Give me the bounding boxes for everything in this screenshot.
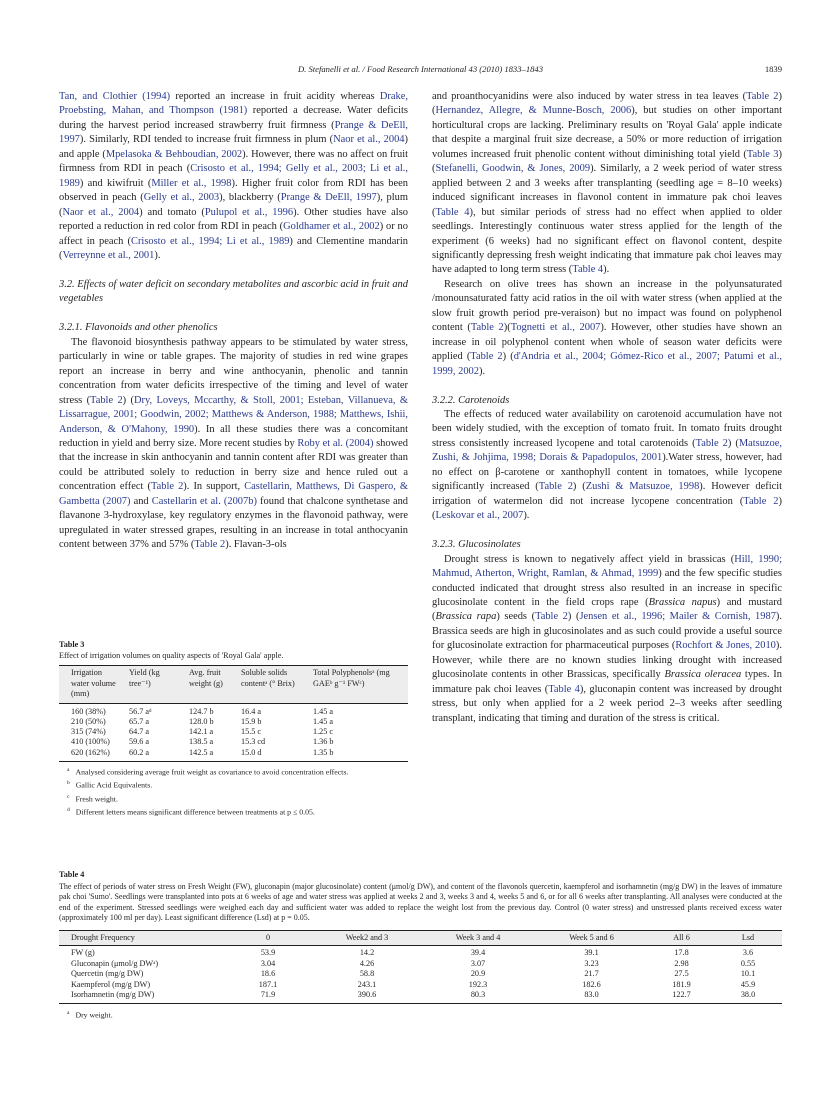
right-column <box>432 90 782 726</box>
citation-link[interactable]: Naor et al., 2004 <box>62 206 140 218</box>
table-cell: 390.6 <box>357 989 377 999</box>
table-cell: 138.5 a <box>189 737 214 747</box>
body-text: ). However, while there are no known studies linking drought with increased glucosinolate contents in other Brassicas, specifically <box>432 640 782 681</box>
body-text: ) and the few specific studies conducted indicated that drought stress also resulted in an increase in specific glucosinolate content in the field crops rape ( <box>432 568 782 608</box>
table-4-header-week5-6: Week 5 and 6 <box>569 932 614 942</box>
citation-link[interactable]: Verreynne et al., 2001 <box>62 249 155 261</box>
table-cell: 18.6 <box>260 969 276 979</box>
citation-link[interactable]: Prange & DeEll, 1997 <box>280 192 377 204</box>
citation-link[interactable]: Table 2 <box>746 91 779 102</box>
table-4-footnote-a: $^a$ Dry weight. <box>67 1010 113 1020</box>
table-cell: FW (g) <box>71 948 95 958</box>
table-cell: 56.7 aᵈ <box>129 706 152 716</box>
table-cell: 15.0 d <box>241 747 262 757</box>
table-cell: 58.8 <box>359 969 375 979</box>
body-text: ). <box>478 365 486 377</box>
table-cell: 142.1 a <box>189 727 214 737</box>
body-text: ) ( <box>727 437 739 449</box>
body-text: Brassica oleracea <box>664 669 742 681</box>
citation-link[interactable]: Castellarin, Matthews, Di Gaspero, & Gambetta (2007) <box>59 481 409 507</box>
table-row <box>59 969 782 979</box>
paragraph-flavonoids <box>59 336 408 553</box>
body-text: reported a decrease. Water deficits during the harvest period increased strawberry fruit firmness ( <box>59 105 408 131</box>
citation-link[interactable]: Crisosto et al., 1994; Gelly et al., 2003; Li et al., 1989 <box>59 163 408 189</box>
table-cell: 20.9 <box>470 969 486 979</box>
body-text: )( <box>503 322 511 334</box>
section-heading-3-2-1: 3.2.1. Flavonoids and other phenolics <box>59 322 218 334</box>
table-3-header-soluble-solids: Soluble solids contentᵃ (° Brix) <box>241 668 295 688</box>
citation-link[interactable]: Pulupol et al., 1996 <box>204 206 294 218</box>
citation-link[interactable]: Table 4 <box>435 206 470 218</box>
table-cell: 15.9 b <box>241 716 262 726</box>
table-cell: 65.7 a <box>129 716 150 726</box>
table-cell: 27.5 <box>674 969 689 979</box>
table-cell: Kaempferol (mg/g DW) <box>71 979 151 989</box>
table-row <box>59 717 408 727</box>
body-text: ) ( <box>122 394 134 406</box>
table-3-header-fruit-weight: Avg. fruit weight (g) <box>189 668 223 688</box>
citation-link[interactable]: Gelly et al., 2003 <box>143 192 220 204</box>
table-3-footnote-a: $^a$ Analysed considering average fruit weight as covariance to avoid concentration effects. <box>67 766 349 777</box>
table-cell: 39.4 <box>470 948 486 958</box>
table-cell: Quercetin (mg/g DW) <box>71 969 144 979</box>
table-4-caption: The effect of periods of water stress on Fresh Weight (FW), gluconapin (major glucosinolate) content (μmol/g DW), and content of the flavonols quercetin, kaempferol and isorhamnetin (mg/g DW) in the leaves of immature pak choi 'Sumo'. Seedlings were transplanted into pots at 6 weeks of age and water stress was applied at weeks 2 and 3, weeks 3 and 4, weeks 5 and 6, or for all 6 weeks after transplanting. All analyses were conducted at the end of the experiment. Stressed seedlings were weighed each day and sufficient water was added to replace the weight lost from the previous day. Control (0 water stress) and unstressed plants received excess water (approximately 100 ml per day). Least significant difference (Lsd) at p = 0.05. <box>59 881 782 923</box>
table-cell: 60.2 a <box>129 747 150 757</box>
citation-link[interactable]: Jensen et al., 1996; Mailer & Cornish, 1987 <box>579 611 776 623</box>
body-text: ) and kiwifruit ( <box>79 177 152 189</box>
table-cell: 2.98 <box>674 958 689 968</box>
body-text: Brassica napus <box>648 596 717 608</box>
table-4-header-drought: Drought Frequency <box>71 932 135 942</box>
table-cell: 1.25 c <box>313 727 334 737</box>
table-cell: 15.3 cd <box>241 737 266 747</box>
body-text: The effects of reduced water availability on carotenoid accumulation have not been widely studied, with the exception of tomato fruit. In tomato fruits drought stress consistently increased lycopene and total carotenoids ( <box>432 409 782 449</box>
table-cell: 3.6 <box>742 948 754 958</box>
table-cell: 187.1 <box>258 979 278 989</box>
table-cell: 192.3 <box>468 979 488 989</box>
table-cell: 38.0 <box>740 989 756 999</box>
table-4-header-all6: All 6 <box>673 932 690 942</box>
table-cell: 1.35 b <box>313 747 334 757</box>
citation-link[interactable]: Castellarin et al. (2007b) <box>151 495 257 507</box>
body-text: ). Other studies have also reported a reduction in red color from RDI in peach ( <box>59 206 408 233</box>
body-text: ), gluconapin content was increased by drought stress, but only when applied for a 2 week period 2–3 weeks after seedling transplant, indicating that timing and duration of the stress is critical. <box>432 683 783 724</box>
table-row <box>59 707 408 717</box>
table-3-header-irrigation: Irrigation water volume (mm) <box>71 668 116 698</box>
table-cell: 14.2 <box>359 948 375 958</box>
body-text: ). In all these studies there was a concomitant reduction in yield and berry size. More recent studies by <box>59 423 408 449</box>
citation-link[interactable]: Naor et al., 2004 <box>333 134 405 146</box>
table-4-header-week2-3: Week2 and 3 <box>345 932 389 942</box>
citation-link[interactable]: Mpelasoka & Behboudian, 2002 <box>105 148 243 160</box>
citation-link[interactable]: Zushi & Matsuzoe, 1998 <box>585 481 700 493</box>
body-text: ). Flavan-3-ols <box>225 539 287 551</box>
table-cell: 3.07 <box>470 958 486 968</box>
body-text: ). However, other studies have shown an increase in oil polyphenol content when whole of season water deficits were applied ( <box>432 322 783 363</box>
table-cell: 181.9 <box>672 979 691 989</box>
table-3-header-yield: Yield (kg tree⁻¹) <box>129 668 160 688</box>
table-cell: Isorhamnetin (mg/g DW) <box>71 989 155 999</box>
table-cell: 142.5 a <box>189 747 214 757</box>
citation-link[interactable]: Dry, Loveys, Mccarthy, & Stoll, 2001; Esteban, Villanueva, & Lissarrague, 2001; Goodwin, 2002; Matthews & Anderson, 1988; Matthews, Ishii, Anderson, & O'Mahony, 1990 <box>59 394 408 435</box>
table-cell: 315 (74%) <box>71 727 106 737</box>
table-3-header-polyphenols: Total Polyphenolsᵃ (mg GAEᵇ g⁻¹ FWᶜ) <box>313 668 390 688</box>
paragraph-acidity <box>59 90 408 263</box>
citation-link[interactable]: Table 4 <box>548 683 580 695</box>
body-text: ).Water stress, however, had no effect on β-carotene or xanthophyll content in tomatoes, while lycopene significantly increased ( <box>432 452 782 493</box>
citation-link[interactable]: Goldhamer et al., 2002 <box>283 221 380 233</box>
citation-link[interactable]: Prange & DeEll, 1997 <box>59 119 409 146</box>
body-text: ). <box>523 510 530 522</box>
body-text: ). <box>603 264 610 276</box>
citation-link[interactable]: Crisosto et al., 1994; Li et al., 1989 <box>130 235 290 247</box>
table-cell: 10.1 <box>740 969 756 979</box>
body-text: ). Similarly, RDI tended to increase fruit firmness in plum ( <box>79 134 334 146</box>
running-header <box>59 64 782 78</box>
body-text: ) and apple ( <box>59 134 409 160</box>
citation-link[interactable]: Table 3 <box>746 148 779 160</box>
page-number: 1839 <box>764 64 782 74</box>
table-4-header-lsd: Lsd <box>741 932 755 942</box>
citation-link[interactable]: Hill, 1990; Mahmud, Atherton, Wright, Ramlan, & Ahmad, 1999 <box>432 553 782 580</box>
body-text: ) ( <box>572 481 586 493</box>
table-cell: 124.7 b <box>189 706 214 716</box>
table-3 <box>59 640 408 819</box>
body-text: ). However deficit irrigation of watermelon did not increase lycopene concentration ( <box>432 481 783 507</box>
table-cell: 83.0 <box>584 989 599 999</box>
body-text: ), plum ( <box>59 192 409 218</box>
body-text: ) or no affect in peach ( <box>59 221 408 247</box>
paragraph-proanthocyanidins <box>432 90 782 278</box>
body-text: ). In support, <box>183 481 245 493</box>
table-3-header-row <box>59 665 408 704</box>
citation-link[interactable]: Table 2 <box>470 351 503 363</box>
table-cell: 182.6 <box>582 979 601 989</box>
table-cell: 243.1 <box>357 979 377 989</box>
table-cell: 3.23 <box>584 958 599 968</box>
citation-link[interactable]: Tognetti et al., 2007 <box>510 322 601 334</box>
table-row <box>59 727 408 737</box>
citation-link[interactable]: Table 2 <box>90 394 123 406</box>
body-text: ) and tomato ( <box>139 206 205 218</box>
citation-link[interactable]: Table 2 <box>695 437 728 449</box>
body-text: ). However, there was no affect on fruit firmness from RDI in peach ( <box>59 148 408 175</box>
citation-link[interactable]: Table 2 <box>538 481 573 493</box>
table-cell: 17.8 <box>674 948 689 958</box>
table-3-caption: Effect of irrigation volumes on quality aspects of 'Royal Gala' apple. <box>59 650 284 660</box>
table-cell: 410 (100%) <box>71 737 110 747</box>
body-text: ) ( <box>502 351 514 363</box>
citation-link[interactable]: Table 4 <box>572 264 604 276</box>
table-cell: 160 (38%) <box>71 706 106 716</box>
table-cell: 15.5 c <box>241 727 262 737</box>
table-3-footnote-b: $^b$ Gallic Acid Equivalents. <box>67 780 153 790</box>
body-text: ). <box>154 249 161 261</box>
left-column <box>59 90 408 553</box>
body-text: Drought stress is known to negatively affect yield in brassicas ( <box>444 553 735 565</box>
citation-link[interactable]: Roby et al. (2004) <box>297 437 374 449</box>
citation-link[interactable]: Drake, Proebsting, Mahan, and Thompson (1981) <box>59 91 408 117</box>
table-cell: Gluconapin (μmol/g DWᵃ) <box>71 958 159 968</box>
citation-link[interactable]: Rochfort & Jones, 2010 <box>675 640 776 652</box>
body-text: ). Higher fruit color from RDI has been observed in peach ( <box>59 177 408 204</box>
table-cell: 16.4 a <box>241 706 262 716</box>
table-cell: 4.26 <box>359 958 375 968</box>
citation-link[interactable]: Leskovar et al., 2007 <box>435 510 524 522</box>
table-3-label: Table 3 <box>59 640 85 649</box>
section-heading-3-2: 3.2. Effects of water deficit on secondary metabolites and ascorbic acid in fruit and vegetables <box>59 278 408 305</box>
paragraph-glucosinolates <box>432 553 782 726</box>
body-text: ) ( <box>432 148 782 175</box>
table-cell: 3.04 <box>260 958 276 968</box>
table-4-header-0: 0 <box>265 932 271 942</box>
table-cell: 71.9 <box>260 989 276 999</box>
table-4-body <box>59 946 782 1004</box>
citation-link[interactable]: Table 2 <box>150 481 184 493</box>
citation-link[interactable]: Tan, and Clothier (1994) <box>59 91 171 102</box>
citation-link[interactable]: Table 2 <box>535 611 568 623</box>
table-cell: 80.3 <box>470 989 486 999</box>
table-cell: 620 (162%) <box>71 747 110 757</box>
citation-link[interactable]: Table 2 <box>743 495 779 507</box>
table-cell: 210 (50%) <box>71 716 106 726</box>
table-cell: 0.55 <box>740 958 756 968</box>
body-text: and <box>130 495 152 507</box>
body-text: The flavonoid biosynthesis pathway appears to be stimulated by water stress, particularly in wine or table grapes. The majority of studies in red wine grapes report an increase in berry and wine anthocyanin, phenolic and tannin concentration from water deficits irrespective of the timing and level of water stress ( <box>59 336 408 406</box>
citation-link[interactable]: Table 2 <box>194 539 226 551</box>
citation-link[interactable]: Miller et al., 1998 <box>151 177 232 189</box>
table-cell: 1.45 a <box>313 706 334 716</box>
table-3-body <box>59 704 408 762</box>
body-text: ) ( <box>432 495 782 522</box>
table-3-footnote-d: $^d$ Different letters means significant difference between treatments at p ≤ 0.05. <box>67 807 315 817</box>
table-3-footnote-c: $^c$ Fresh weight. <box>67 793 118 804</box>
table-cell: 64.7 a <box>129 727 150 737</box>
table-4-header-week3-4: Week 3 and 4 <box>455 932 501 942</box>
table-row <box>59 959 782 969</box>
body-text: Brassica rapa <box>435 611 497 623</box>
body-text: ) ( <box>567 611 580 623</box>
body-text: and proanthocyanidins were also induced by water stress in tea leaves ( <box>432 91 747 102</box>
body-text: ). Brassica seeds are high in glucosinolates and as such could provide a useful source for glucosinolate extraction for pharmaceutical purposes ( <box>432 611 783 652</box>
section-heading-3-2-2: 3.2.2. Carotenoids <box>432 394 510 406</box>
body-text: types. In immature pak choi leaves ( <box>432 669 782 695</box>
citation-link[interactable]: Table 2 <box>470 322 504 334</box>
body-text: ) ( <box>432 91 782 117</box>
citation-link[interactable]: d'Andria et al., 2004; Gómez-Rico et al., 2007; Patumi et al., 1999, 2002 <box>432 351 783 377</box>
table-row <box>59 990 782 1000</box>
citation-link[interactable]: Stefanelli, Goodwin, & Jones, 2009 <box>435 163 591 175</box>
table-cell: 39.1 <box>584 948 599 958</box>
section-heading-3-2-3: 3.2.3. Glucosinolates <box>432 539 521 551</box>
body-text: ) and Clementine mandarin ( <box>59 235 408 261</box>
table-row <box>59 980 782 990</box>
body-text: reported an increase in fruit acidity whereas <box>170 91 380 102</box>
body-text: showed that the increase in skin anthocyanin and tannin content after RDI was greater than could be attributed solely to reduction in berry size and hence ruled out a concentration effect ( <box>59 437 408 493</box>
table-cell: 128.0 b <box>189 716 214 726</box>
table-cell: 59.6 a <box>129 737 150 747</box>
body-text: ), blackberry ( <box>219 192 281 204</box>
body-text: Research on olive trees has shown an increase in the polyunsaturated /monounsaturated fatty acid ratios in the oil with water stress (when applied at the slow fruit growth period pre-veraison) but no impact was found on polyphenol content ( <box>432 278 782 334</box>
body-text: found that chalcone synthetase and flavanone 3-hydroxylase, key regulatory enzymes in the flavonoid pathway, were upregulated in water stressed grapes, resulting in an increase in total anthocyanin content between 37% and 57% ( <box>59 495 409 551</box>
table-cell: 1.45 a <box>313 716 334 726</box>
paragraph-olive <box>432 278 782 379</box>
citation-link[interactable]: Hernandez, Allegre, & Munne-Bosch, 2006 <box>435 105 632 117</box>
body-text: ), but similar periods of stress had no effect when applied to older seedlings. Interestingly continuous water stress applied for the length of the experiment (6 weeks) had no significant effect on flavonol content, despite significantly depressing fresh weight indicating that immature pak choi leaves may have adapted to long term stress ( <box>432 206 782 276</box>
table-row <box>59 948 782 958</box>
body-text: ), but studies on other important horticultural crops are lacking. Preliminary results on 'Royal Gala' apple indicate that despite a marginal fruit size decrease, a 50% or more reduction of irrigation volumes increased fruit phenolic content without diminishing total yield ( <box>432 105 782 160</box>
table-cell: 45.9 <box>740 979 756 989</box>
table-4 <box>59 870 782 1022</box>
table-cell: 21.7 <box>584 969 599 979</box>
body-text: ) seeds ( <box>496 611 536 623</box>
paragraph-carotenoids <box>432 408 782 524</box>
table-row <box>59 737 408 747</box>
table-4-label: Table 4 <box>59 870 85 879</box>
table-cell: 122.7 <box>672 989 691 999</box>
table-row <box>59 748 408 758</box>
citation-link[interactable]: Matsuzoe, Zushi, & Johjima, 1998; Dorais & Papadopulos, 2001 <box>432 437 783 464</box>
table-4-header-row <box>59 930 782 947</box>
running-title: D. Stefanelli et al. / Food Research International 43 (2010) 1833–1843 <box>297 64 544 74</box>
table-cell: 53.9 <box>260 948 276 958</box>
table-cell: 1.36 b <box>313 737 334 747</box>
body-text: ) and mustard ( <box>432 596 782 623</box>
body-text: ). Similarly, a 2 week period of water stress applied between 2 and 3 weeks after transplanting (seedling age = 8–10 weeks) induced significant increases in flavonol content in immature pak choi leaves ( <box>432 163 782 218</box>
